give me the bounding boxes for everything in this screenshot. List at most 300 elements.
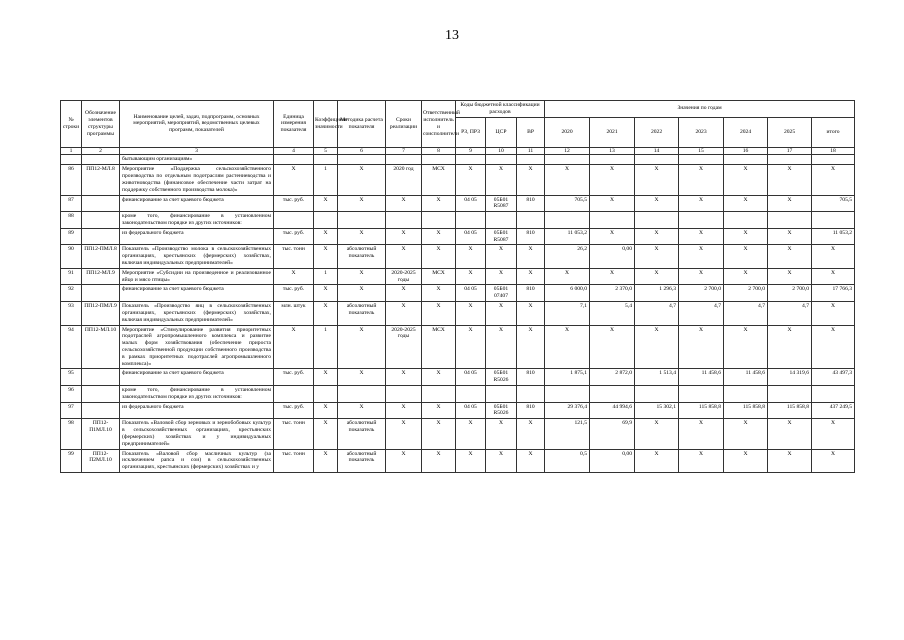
row-year-value: 121,5 xyxy=(545,419,590,449)
row-name: Показатель «Валовой сбор масличных культур (за исключением рапса и сои) в сельскохозяйственных организациях, крестьянских (фермерских) хозяйствах и у xyxy=(120,449,274,472)
row-rz: Х xyxy=(456,245,486,268)
row-csr: 05Б01 R5026 xyxy=(486,369,517,386)
row-total: Х xyxy=(812,268,855,285)
row-number: 97 xyxy=(61,402,82,419)
row-year-value: Х xyxy=(590,228,635,245)
row-year-value: Х xyxy=(768,325,812,369)
row-vr: Х xyxy=(517,419,545,449)
row-unit: Х xyxy=(274,268,314,285)
row-year-value: 2 700,0 xyxy=(679,285,724,302)
column-number: 12 xyxy=(545,147,590,155)
row-unit: тыс. тонн xyxy=(274,419,314,449)
row-method: абсолютный показатель xyxy=(338,302,386,325)
row-year-value xyxy=(635,155,679,165)
row-year-value: 44 994,6 xyxy=(590,402,635,419)
row-method xyxy=(338,212,386,229)
row-year-value: Х xyxy=(590,325,635,369)
table-row xyxy=(61,228,855,245)
row-term: Х xyxy=(386,195,422,212)
row-vr xyxy=(517,212,545,229)
row-designation: ПП12-ПМЛ.9 xyxy=(82,302,120,325)
row-year-value: Х xyxy=(679,195,724,212)
row-term: Х xyxy=(386,302,422,325)
row-year-value: 11 458,6 xyxy=(724,369,768,386)
row-rz: 04 05 xyxy=(456,228,486,245)
row-vr: Х xyxy=(517,268,545,285)
header-year: 2025 xyxy=(768,117,812,147)
row-term: Х xyxy=(386,285,422,302)
row-term: Х xyxy=(386,402,422,419)
row-responsible: МСХ xyxy=(422,165,456,195)
row-year-value: Х xyxy=(724,195,768,212)
row-name: Показатель «Производство молока в сельскохозяйственных организациях, крестьянских (фермерских) хозяйствах, включая индивидуальных предпринимателей» xyxy=(120,245,274,268)
row-year-value: Х xyxy=(679,245,724,268)
row-year-value: Х xyxy=(768,419,812,449)
header-coef: Коэффициент значимости xyxy=(314,101,338,148)
row-year-value xyxy=(590,155,635,165)
row-vr: 810 xyxy=(517,228,545,245)
row-year-value: 29 376,4 xyxy=(545,402,590,419)
row-unit: Х xyxy=(274,325,314,369)
row-coef: 1 xyxy=(314,268,338,285)
row-year-value xyxy=(724,212,768,229)
row-number: 89 xyxy=(61,228,82,245)
column-number: 9 xyxy=(456,147,486,155)
header-vr: ВР xyxy=(517,117,545,147)
row-vr: Х xyxy=(517,325,545,369)
row-csr: Х xyxy=(486,245,517,268)
row-year-value: Х xyxy=(590,165,635,195)
row-vr: 810 xyxy=(517,195,545,212)
column-number: 7 xyxy=(386,147,422,155)
row-year-value: 1 875,1 xyxy=(545,369,590,386)
column-number: 6 xyxy=(338,147,386,155)
row-year-value: Х xyxy=(679,325,724,369)
row-unit: Х xyxy=(274,165,314,195)
row-year-value: Х xyxy=(545,325,590,369)
table-row xyxy=(61,386,855,403)
row-number: 93 xyxy=(61,302,82,325)
row-csr xyxy=(486,212,517,229)
header-total: итого xyxy=(812,117,855,147)
row-year-value: Х xyxy=(679,419,724,449)
row-year-value: 0,00 xyxy=(590,245,635,268)
column-number: 1 xyxy=(61,147,82,155)
row-year-value: Х xyxy=(635,228,679,245)
row-year-value: Х xyxy=(635,419,679,449)
row-year-value: Х xyxy=(724,228,768,245)
row-year-value: 2 370,0 xyxy=(590,285,635,302)
row-term xyxy=(386,155,422,165)
table-row xyxy=(61,419,855,449)
header-values-by-year: Значения по годам xyxy=(545,101,855,118)
row-coef: 1 xyxy=(314,325,338,369)
row-number: 96 xyxy=(61,386,82,403)
row-csr: Х xyxy=(486,419,517,449)
row-method xyxy=(338,386,386,403)
row-name: бытывающим организациям» xyxy=(120,155,274,165)
row-total: 705,5 xyxy=(812,195,855,212)
row-responsible: Х xyxy=(422,285,456,302)
row-responsible: Х xyxy=(422,228,456,245)
row-coef: Х xyxy=(314,419,338,449)
row-year-value: 115 858,8 xyxy=(679,402,724,419)
column-number: 8 xyxy=(422,147,456,155)
row-year-value: Х xyxy=(635,195,679,212)
row-year-value: Х xyxy=(724,449,768,472)
row-name: кроме того, финансирование в установленном законодательством порядке из других источников: xyxy=(120,386,274,403)
row-total: Х xyxy=(812,245,855,268)
column-number: 13 xyxy=(590,147,635,155)
row-designation: ПП12-П2МЛ.10 xyxy=(82,449,120,472)
row-year-value: 1 513,4 xyxy=(635,369,679,386)
row-year-value xyxy=(679,155,724,165)
header-year: 2022 xyxy=(635,117,679,147)
row-number: 87 xyxy=(61,195,82,212)
row-designation: ПП12-ПМЛ.8 xyxy=(82,245,120,268)
table-row xyxy=(61,285,855,302)
row-rz xyxy=(456,386,486,403)
table-row xyxy=(61,212,855,229)
row-designation xyxy=(82,369,120,386)
row-year-value: Х xyxy=(635,245,679,268)
row-year-value xyxy=(590,386,635,403)
row-rz: Х xyxy=(456,325,486,369)
row-year-value: Х xyxy=(768,228,812,245)
row-designation xyxy=(82,402,120,419)
row-total xyxy=(812,155,855,165)
row-vr: Х xyxy=(517,302,545,325)
table-header xyxy=(61,101,855,148)
row-year-value xyxy=(635,212,679,229)
row-year-value xyxy=(590,212,635,229)
row-responsible: Х xyxy=(422,302,456,325)
row-coef: Х xyxy=(314,449,338,472)
row-vr xyxy=(517,155,545,165)
row-responsible xyxy=(422,386,456,403)
row-csr: Х xyxy=(486,302,517,325)
row-name: финансирование за счет краевого бюджета xyxy=(120,369,274,386)
row-number: 91 xyxy=(61,268,82,285)
row-csr: Х xyxy=(486,449,517,472)
row-year-value: Х xyxy=(724,245,768,268)
row-rz: 04 05 xyxy=(456,369,486,386)
row-unit: тыс. руб. xyxy=(274,402,314,419)
row-responsible: МСХ xyxy=(422,325,456,369)
row-csr: Х xyxy=(486,268,517,285)
row-total: 17 766,3 xyxy=(812,285,855,302)
row-csr xyxy=(486,386,517,403)
table-row xyxy=(61,155,855,165)
row-year-value: 2 700,0 xyxy=(768,285,812,302)
row-name: финансирование за счет краевого бюджета xyxy=(120,285,274,302)
column-number: 11 xyxy=(517,147,545,155)
row-csr xyxy=(486,155,517,165)
row-year-value: 4,7 xyxy=(724,302,768,325)
row-year-value: Х xyxy=(590,195,635,212)
row-name: из федерального бюджета xyxy=(120,228,274,245)
column-number: 14 xyxy=(635,147,679,155)
row-designation xyxy=(82,285,120,302)
row-vr: Х xyxy=(517,165,545,195)
row-year-value: Х xyxy=(545,268,590,285)
row-responsible xyxy=(422,155,456,165)
row-unit: тыс. руб. xyxy=(274,195,314,212)
row-name: Мероприятие «Субсидии на произведенное и реализованное яйцо и мясо птицы» xyxy=(120,268,274,285)
row-year-value: Х xyxy=(724,268,768,285)
row-year-value: 4,7 xyxy=(635,302,679,325)
row-total: Х xyxy=(812,449,855,472)
row-coef xyxy=(314,212,338,229)
row-year-value: 115 858,8 xyxy=(724,402,768,419)
header-unit: Единица измерения показателя xyxy=(274,101,314,148)
row-year-value: 0,5 xyxy=(545,449,590,472)
row-number: 88 xyxy=(61,212,82,229)
row-year-value: 14 319,6 xyxy=(768,369,812,386)
row-method: Х xyxy=(338,165,386,195)
row-year-value: Х xyxy=(768,449,812,472)
row-year-value xyxy=(768,386,812,403)
row-method: Х xyxy=(338,285,386,302)
row-vr: Х xyxy=(517,449,545,472)
row-rz: Х xyxy=(456,419,486,449)
table-body xyxy=(61,147,855,472)
row-year-value: Х xyxy=(768,195,812,212)
row-csr: 05Б01 R5087 xyxy=(486,195,517,212)
row-unit: тыс. руб. xyxy=(274,228,314,245)
row-year-value: 0,00 xyxy=(590,449,635,472)
row-number: 95 xyxy=(61,369,82,386)
table-row xyxy=(61,449,855,472)
row-csr: 05Б01 R5087 xyxy=(486,228,517,245)
row-name: Мероприятие «Поддержка сельскохозяйственного производства по отдельным подотраслям растениеводства и животноводства (финансовое обеспечение части затрат на поддержку собственного производства молока)» xyxy=(120,165,274,195)
row-name: финансирование за счет краевого бюджета xyxy=(120,195,274,212)
program-table xyxy=(60,100,855,473)
row-year-value: Х xyxy=(724,165,768,195)
row-name: Мероприятие «Стимулирование развития приоритетных подотраслей агропромышленного комплекса и развитие малых форм хозяйствования (обеспечение прироста сельскохозяйственной продукции собственного производства в рамках приоритетных подотраслей агропромышленного комплекса)» xyxy=(120,325,274,369)
row-unit: тыс. тонн xyxy=(274,245,314,268)
header-budget-codes: Коды бюджетной классификации расходов xyxy=(456,101,545,118)
row-year-value: Х xyxy=(679,165,724,195)
row-unit xyxy=(274,386,314,403)
row-method: абсолютный показатель xyxy=(338,419,386,449)
row-unit: тыс. руб. xyxy=(274,285,314,302)
column-number: 3 xyxy=(120,147,274,155)
row-responsible xyxy=(422,212,456,229)
row-responsible: Х xyxy=(422,245,456,268)
row-name: Показатель «Производство яиц в сельскохозяйственных организациях, крестьянских (фермерских) хозяйствах, включая индивидуальных предпринимателей» xyxy=(120,302,274,325)
row-responsible: Х xyxy=(422,419,456,449)
row-unit: тыс. тонн xyxy=(274,449,314,472)
row-year-value xyxy=(724,386,768,403)
row-total: Х xyxy=(812,302,855,325)
table-row xyxy=(61,245,855,268)
row-year-value: Х xyxy=(679,268,724,285)
table-row xyxy=(61,302,855,325)
row-csr: 05Б01 07407 xyxy=(486,285,517,302)
row-year-value: 2 700,0 xyxy=(724,285,768,302)
row-method: Х xyxy=(338,195,386,212)
row-designation: ПП12-МЛ.9 xyxy=(82,268,120,285)
row-method: Х xyxy=(338,325,386,369)
row-year-value: 11 053,2 xyxy=(545,228,590,245)
row-coef: Х xyxy=(314,245,338,268)
row-year-value xyxy=(768,155,812,165)
row-total xyxy=(812,386,855,403)
header-year: 2024 xyxy=(724,117,768,147)
row-unit xyxy=(274,155,314,165)
row-rz xyxy=(456,212,486,229)
row-number xyxy=(61,155,82,165)
column-number: 4 xyxy=(274,147,314,155)
column-number: 18 xyxy=(812,147,855,155)
row-term: Х xyxy=(386,369,422,386)
row-responsible: Х xyxy=(422,195,456,212)
row-number: 92 xyxy=(61,285,82,302)
row-vr: 810 xyxy=(517,285,545,302)
row-term: Х xyxy=(386,228,422,245)
row-number: 86 xyxy=(61,165,82,195)
table-row xyxy=(61,195,855,212)
row-number: 99 xyxy=(61,449,82,472)
row-rz: Х xyxy=(456,302,486,325)
row-method: Х xyxy=(338,369,386,386)
row-rz xyxy=(456,155,486,165)
header-name: Наименование целей, задач, подпрограмм, основных мероприятий, мероприятий, ведомственных целевых программ, показателей xyxy=(120,101,274,148)
row-number: 98 xyxy=(61,419,82,449)
row-year-value: Х xyxy=(724,325,768,369)
row-year-value: Х xyxy=(679,449,724,472)
row-year-value xyxy=(545,155,590,165)
row-year-value: 69,9 xyxy=(590,419,635,449)
row-year-value: 705,5 xyxy=(545,195,590,212)
row-csr: Х xyxy=(486,325,517,369)
row-coef: Х xyxy=(314,302,338,325)
column-number: 5 xyxy=(314,147,338,155)
row-csr: 05Б01 R5026 xyxy=(486,402,517,419)
row-year-value: 5,4 xyxy=(590,302,635,325)
row-year-value: Х xyxy=(635,325,679,369)
header-csr: ЦСР xyxy=(486,117,517,147)
row-term: Х xyxy=(386,245,422,268)
row-method: Х xyxy=(338,268,386,285)
column-number: 15 xyxy=(679,147,724,155)
row-rz: 04 05 xyxy=(456,402,486,419)
header-year: 2021 xyxy=(590,117,635,147)
row-rz: 04 05 xyxy=(456,285,486,302)
row-term xyxy=(386,386,422,403)
row-vr: 810 xyxy=(517,402,545,419)
row-rz: Х xyxy=(456,165,486,195)
row-year-value xyxy=(679,386,724,403)
row-year-value: 7,1 xyxy=(545,302,590,325)
column-number: 16 xyxy=(724,147,768,155)
table-row xyxy=(61,325,855,369)
row-year-value: 26,2 xyxy=(545,245,590,268)
row-term xyxy=(386,212,422,229)
row-coef: Х xyxy=(314,228,338,245)
row-designation xyxy=(82,212,120,229)
row-coef: Х xyxy=(314,369,338,386)
row-year-value: 6 000,0 xyxy=(545,285,590,302)
row-term: 2020-2025 годы xyxy=(386,325,422,369)
row-year-value: Х xyxy=(635,165,679,195)
row-year-value: Х xyxy=(545,165,590,195)
row-designation: ПП12-МЛ.10 xyxy=(82,325,120,369)
header-designation: Обозначение элементов структуры программы xyxy=(82,101,120,148)
row-year-value: Х xyxy=(679,228,724,245)
row-unit: тыс. руб. xyxy=(274,369,314,386)
row-term: 2020 год xyxy=(386,165,422,195)
row-designation: ПП12-МЛ.8 xyxy=(82,165,120,195)
row-coef: 1 xyxy=(314,165,338,195)
row-total: 437 249,5 xyxy=(812,402,855,419)
row-name: из федерального бюджета xyxy=(120,402,274,419)
row-year-value xyxy=(635,386,679,403)
row-coef: Х xyxy=(314,195,338,212)
row-coef: Х xyxy=(314,402,338,419)
row-rz: Х xyxy=(456,449,486,472)
row-total: 11 053,2 xyxy=(812,228,855,245)
row-year-value: Х xyxy=(724,419,768,449)
header-responsible: Ответственный исполнитель и соисполнители xyxy=(422,101,456,148)
row-designation xyxy=(82,195,120,212)
row-year-value: Х xyxy=(590,268,635,285)
row-name: Показатель «Валовой сбор зерновых и зернобобовых культур в сельскохозяйственных организациях, крестьянских (фермерских) хозяйствах и у индивидуальных предпринимателей» xyxy=(120,419,274,449)
row-coef xyxy=(314,386,338,403)
row-term: 2020-2025 годы xyxy=(386,268,422,285)
row-vr xyxy=(517,386,545,403)
row-designation xyxy=(82,228,120,245)
row-year-value xyxy=(724,155,768,165)
row-method: абсолютный показатель xyxy=(338,449,386,472)
column-number: 10 xyxy=(486,147,517,155)
row-year-value: Х xyxy=(768,245,812,268)
table-row xyxy=(61,268,855,285)
row-total: Х xyxy=(812,165,855,195)
row-year-value xyxy=(545,386,590,403)
row-vr: Х xyxy=(517,245,545,268)
row-year-value xyxy=(768,212,812,229)
row-year-value: Х xyxy=(635,449,679,472)
row-year-value: 15 302,1 xyxy=(635,402,679,419)
row-year-value xyxy=(679,212,724,229)
row-year-value: 115 858,8 xyxy=(768,402,812,419)
row-total: 43 497,3 xyxy=(812,369,855,386)
row-responsible: Х xyxy=(422,449,456,472)
row-year-value: Х xyxy=(768,268,812,285)
row-total xyxy=(812,212,855,229)
header-year: 2020 xyxy=(545,117,590,147)
row-designation xyxy=(82,155,120,165)
row-year-value: 2 872,0 xyxy=(590,369,635,386)
row-designation: ПП12-П1МЛ.10 xyxy=(82,419,120,449)
row-total: Х xyxy=(812,325,855,369)
table-row xyxy=(61,165,855,195)
row-vr: 810 xyxy=(517,369,545,386)
column-number: 2 xyxy=(82,147,120,155)
row-unit xyxy=(274,212,314,229)
page-number: 13 xyxy=(445,28,459,43)
row-method: Х xyxy=(338,228,386,245)
row-designation xyxy=(82,386,120,403)
row-term: Х xyxy=(386,419,422,449)
header-row-no: № строки xyxy=(61,101,82,148)
row-csr: Х xyxy=(486,165,517,195)
header-rz: РЗ, ПРЗ xyxy=(456,117,486,147)
row-year-value: 4,7 xyxy=(768,302,812,325)
row-rz: Х xyxy=(456,268,486,285)
